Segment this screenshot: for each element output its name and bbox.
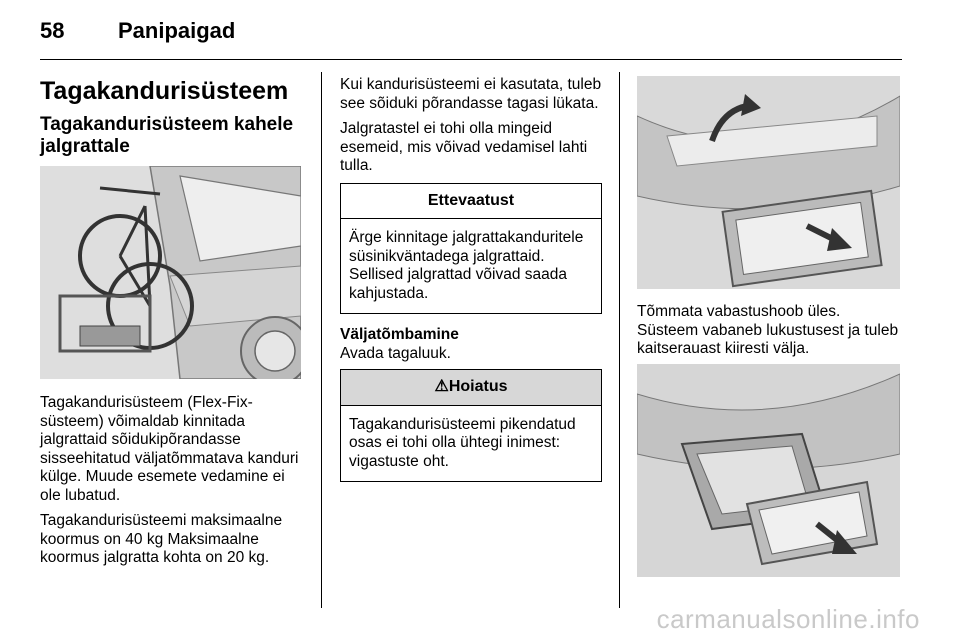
release-paragraph: Tõmmata vabastushoob üles. Süsteem vabaneb lukustusest ja tuleb kaitserauast kiiresti välja. bbox=[637, 303, 899, 357]
warning-title: Hoiatus bbox=[448, 378, 508, 395]
caution-title: Ettevaatust bbox=[341, 184, 601, 220]
caution-text: Ärge kinnitage jalgrattakanduritele süsinikväntadega jalgrattaid. Sellised jalgrattad võivad saada kahjustada. bbox=[349, 229, 584, 302]
page-header bbox=[40, 18, 235, 44]
storage-paragraph: Kui kandurisüsteemi ei kasutata, tuleb see sõiduki põrandasse tagasi lükata. bbox=[340, 76, 602, 112]
extraction-heading: Väljatõmbamine bbox=[340, 326, 459, 343]
page-number: 58 bbox=[40, 18, 65, 43]
release-lever-illustration bbox=[637, 76, 900, 289]
items-paragraph: Jalgratastel ei tohi olla mingeid esemeid, mis võivad vedamisel lahti tulla. bbox=[340, 120, 588, 174]
load-paragraph: Tagakandurisüsteemi maksimaalne koormus on 40 kg Maksimaalne koormus jalgratta kohta on 20 kg. bbox=[40, 512, 283, 566]
caution-box bbox=[340, 183, 602, 315]
bike-carrier-illustration bbox=[40, 166, 301, 379]
carrier-extended-illustration bbox=[637, 364, 900, 577]
column-divider-1 bbox=[321, 72, 322, 608]
header-rule bbox=[40, 59, 902, 60]
watermark-text: carmanualsonline.info bbox=[656, 604, 920, 634]
warning-header bbox=[341, 370, 601, 406]
column-divider-2 bbox=[619, 72, 620, 608]
warning-box bbox=[340, 369, 602, 482]
extraction-text: Avada tagaluuk. bbox=[340, 344, 451, 362]
section-title: Panipaigad bbox=[118, 18, 236, 43]
intro-paragraph: Tagakandurisüsteem (Flex-Fix-süsteem) võimaldab kinnitada jalgrattaid sõidukipõrandasse sisseehitatud väljatõmmatava kanduri külge. Muude esemete vedamine ei ole lubatud. bbox=[40, 394, 299, 504]
section-subtitle: Tagakandurisüsteem kahele jalgrattale bbox=[40, 114, 294, 157]
page-title: Tagakandurisüsteem bbox=[40, 77, 289, 105]
column-1-text bbox=[40, 394, 302, 575]
warning-icon: ⚠ bbox=[434, 378, 449, 395]
warning-text: Tagakandurisüsteemi pikendatud osas ei tohi olla ühtegi inimest: vigastuste oht. bbox=[349, 415, 576, 470]
column-3-text bbox=[637, 303, 899, 366]
column-2-text bbox=[340, 76, 602, 494]
